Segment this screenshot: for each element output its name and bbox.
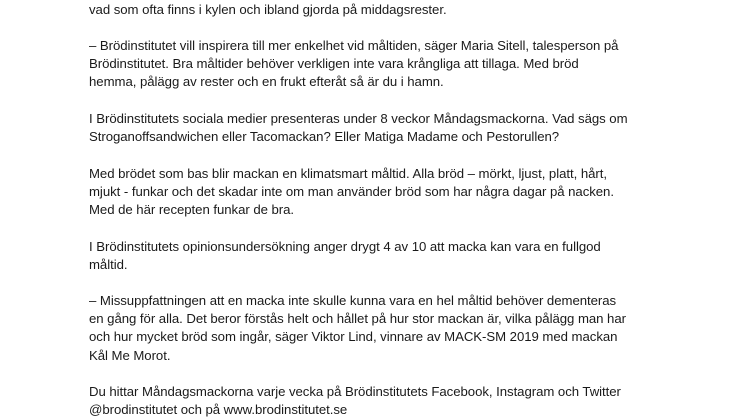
- paragraph-social-media: [89, 110, 679, 146]
- text-line: – Missuppfattningen att en macka inte skulle kunna vara en hel måltid behöver dementeras: [89, 293, 617, 308]
- text-line: mjukt - funkar och det skadar inte om man använder bröd som har några dagar på nacken.: [89, 184, 614, 200]
- paragraph-survey: [89, 238, 679, 274]
- text-line: – Brödinstitutet vill inspirera till mer enkelhet vid måltiden, säger Maria Sitell, talesperson på: [89, 38, 619, 53]
- text-line: @brodinstitutet och på www.brodinstitutet.se: [89, 402, 348, 418]
- text-line: en gång för alla. Det beror förstås helt och hållet på hur stor mackan är, vilka pålägg man har: [89, 311, 626, 327]
- text-line: Brödinstitutet. Bra måltider behöver verkligen inte vara krångliga att tillaga. Med bröd: [89, 56, 579, 72]
- paragraph-intro-end: [89, 1, 679, 19]
- text-line: vad som ofta finns i kylen och ibland gjorda på middagsrester.: [89, 2, 447, 17]
- text-line: Stroganoffsandwichen eller Tacomackan? Eller Matiga Madame och Pestorullen?: [89, 129, 560, 145]
- text-line: I Brödinstitutets sociala medier presenteras under 8 veckor Måndagsmackorna. Vad sägs om: [89, 111, 628, 126]
- paragraph-where-to-find: [89, 383, 679, 419]
- text-line: Med de här recepten funkar de bra.: [89, 202, 295, 218]
- text-line: I Brödinstitutets opinionsundersökning anger drygt 4 av 10 att macka kan vara en fullgod: [89, 239, 601, 254]
- paragraph-viktor-lind-quote: [89, 292, 679, 365]
- paragraph-climate-smart: [89, 165, 679, 220]
- paragraph-maria-sitell-quote: [89, 37, 679, 92]
- text-line: Du hittar Måndagsmackorna varje vecka på Brödinstitutets Facebook, Instagram och Twitter: [89, 384, 621, 399]
- text-line: måltid.: [89, 257, 128, 273]
- text-line: Kål Me Morot.: [89, 347, 171, 363]
- text-line: och hur mycket bröd som ingår, säger Viktor Lind, vinnare av MACK-SM 2019 med mackan: [89, 329, 618, 345]
- text-line: hemma, pålägg av rester och en frukt efteråt så är du i hamn.: [89, 74, 444, 90]
- text-line: Med brödet som bas blir mackan en klimatsmart måltid. Alla bröd – mörkt, ljust, platt, hårt,: [89, 166, 607, 181]
